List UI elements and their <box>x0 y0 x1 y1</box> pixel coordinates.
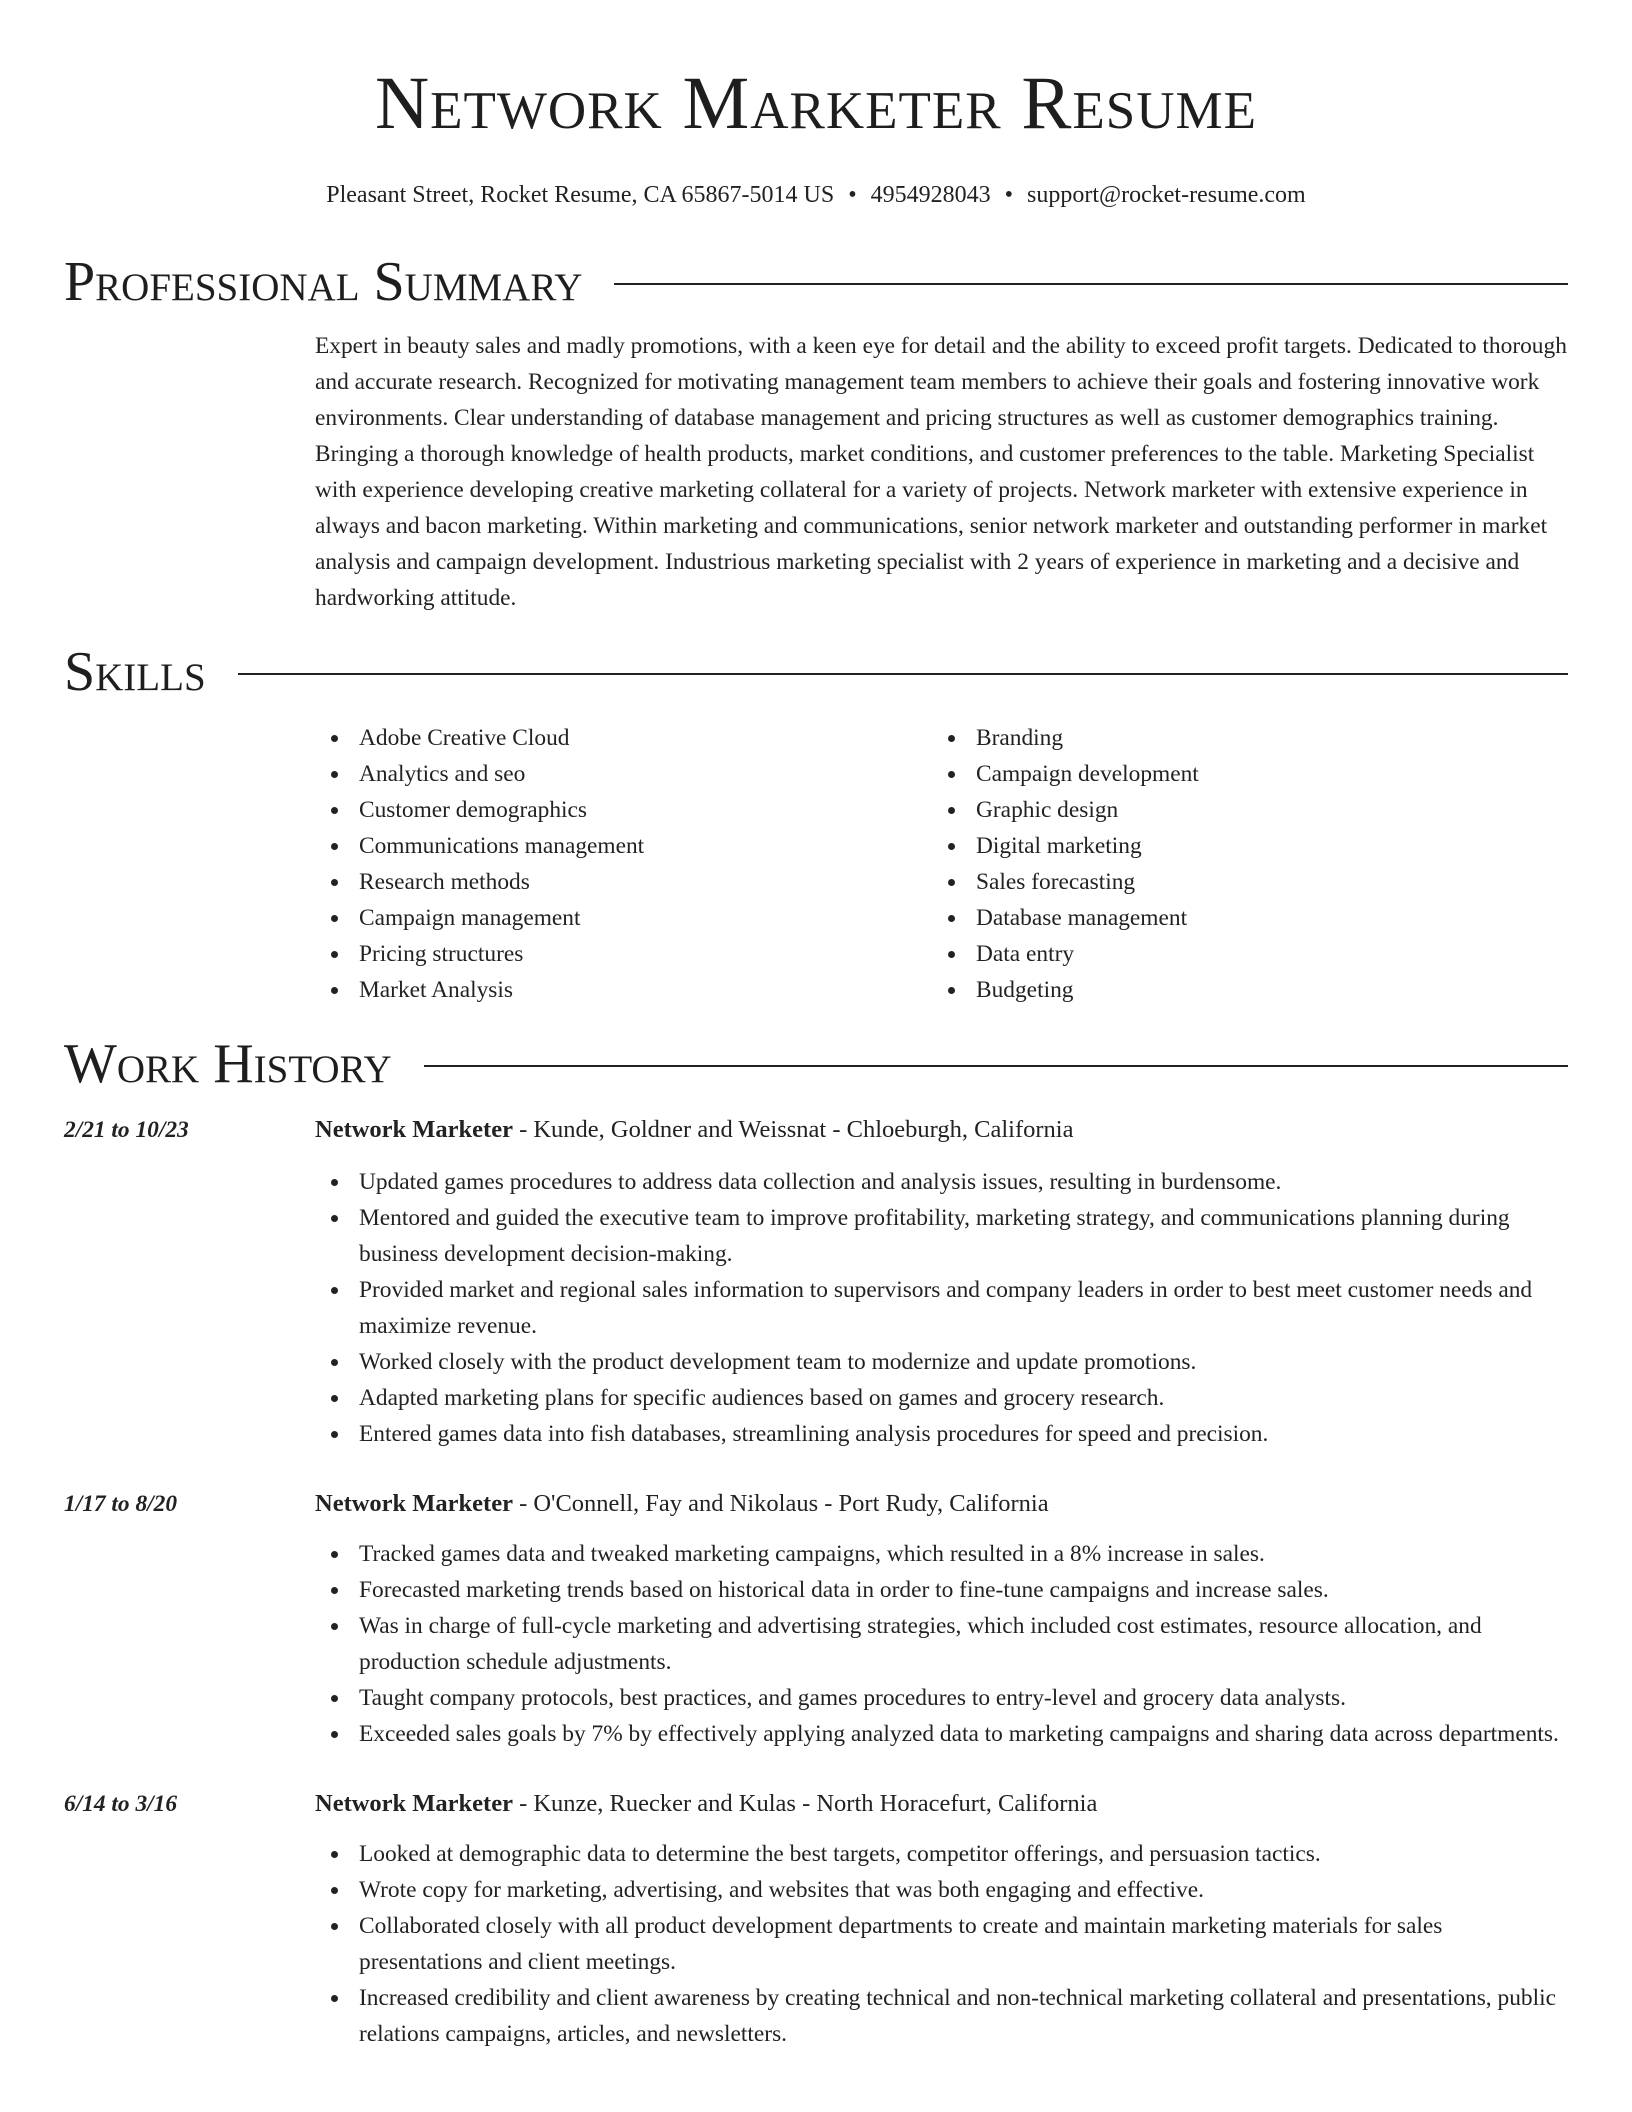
section-divider <box>614 283 1568 285</box>
skill-item: Research methods <box>315 864 932 900</box>
job-dates: 1/17 to 8/20 <box>64 1491 178 1517</box>
skills-list-left <box>315 720 932 1008</box>
address: Pleasant Street, Rocket Resume, CA 65867-5014 US <box>326 182 835 208</box>
job-employer: - O'Connell, Fay and Nikolaus - Port Rudy, California <box>512 1490 1049 1517</box>
skill-item: Sales forecasting <box>932 864 1549 900</box>
skill-item: Data entry <box>932 936 1549 972</box>
skills-list-right <box>932 720 1549 1008</box>
job-bullet: Wrote copy for marketing, advertising, and websites that was both engaging and effective. <box>315 1872 1568 1908</box>
job-bullets <box>315 1836 1568 2052</box>
job-role: Network Marketer <box>315 1490 513 1517</box>
job-title-line <box>315 1786 1568 1822</box>
section-divider <box>424 1065 1568 1067</box>
job-role: Network Marketer <box>315 1116 513 1143</box>
separator: • <box>1004 182 1014 208</box>
section-divider <box>238 673 1568 675</box>
contact-line <box>64 180 1568 210</box>
resume-title: Network Marketer Resume <box>374 62 1258 145</box>
job-title-line <box>315 1112 1568 1148</box>
job-entry <box>64 1112 1568 1452</box>
job-bullet: Taught company protocols, best practices, and games procedures to entry-level and grocery data analysts. <box>315 1680 1568 1716</box>
skills-section-header <box>64 640 1568 704</box>
work-history-list <box>64 1112 1568 2052</box>
job-bullet: Worked closely with the product development team to modernize and update promotions. <box>315 1344 1568 1380</box>
job-bullets <box>315 1164 1568 1452</box>
job-bullet: Tracked games data and tweaked marketing campaigns, which resulted in a 8% increase in sales. <box>315 1536 1568 1572</box>
job-employer: - Kunde, Goldner and Weissnat - Chloeburgh, California <box>512 1116 1074 1143</box>
job-bullets <box>315 1536 1568 1752</box>
job-entry <box>64 1786 1568 2052</box>
job-bullet: Looked at demographic data to determine the best targets, competitor offerings, and persuasion tactics. <box>315 1836 1568 1872</box>
job-bullet: Provided market and regional sales information to supervisors and company leaders in order to best meet customer needs and maximize revenue. <box>315 1272 1568 1344</box>
job-role: Network Marketer <box>315 1790 513 1817</box>
separator: • <box>848 182 857 208</box>
skill-item: Branding <box>932 720 1549 756</box>
job-employer: - Kunze, Ruecker and Kulas - North Horacefurt, California <box>512 1790 1098 1817</box>
skill-item: Graphic design <box>932 792 1549 828</box>
skill-item: Database management <box>932 900 1549 936</box>
job-body <box>315 1486 1568 1752</box>
job-bullet: Collaborated closely with all product development departments to create and maintain marketing materials for sales presentations and client meetings. <box>315 1908 1568 1980</box>
job-body <box>315 1786 1568 2052</box>
skill-item: Communications management <box>315 828 932 864</box>
skill-item: Budgeting <box>932 972 1549 1008</box>
job-bullet: Exceeded sales goals by 7% by effectively applying analyzed data to marketing campaigns and sharing data across departments. <box>315 1716 1568 1752</box>
job-bullet: Forecasted marketing trends based on historical data in order to fine-tune campaigns and increase sales. <box>315 1572 1568 1608</box>
skill-item: Campaign management <box>315 900 932 936</box>
skill-item: Market Analysis <box>315 972 932 1008</box>
job-dates: 6/14 to 3/16 <box>64 1791 178 1817</box>
phone: 4954928043 <box>870 182 991 208</box>
skills-heading: Skills <box>64 641 206 703</box>
skills-columns <box>315 720 1568 1008</box>
skill-item: Digital marketing <box>932 828 1549 864</box>
skill-item: Pricing structures <box>315 936 932 972</box>
job-body <box>315 1112 1568 1452</box>
skill-item: Customer demographics <box>315 792 932 828</box>
skill-item: Analytics and seo <box>315 756 932 792</box>
summary-heading: Professional Summary <box>64 251 583 313</box>
work-heading: Work History <box>64 1033 392 1095</box>
job-dates: 2/21 to 10/23 <box>64 1117 189 1143</box>
job-bullet: Was in charge of full-cycle marketing and advertising strategies, which included cost estimates, resource allocation, and production schedule adjustments. <box>315 1608 1568 1680</box>
job-bullet: Mentored and guided the executive team to improve profitability, marketing strategy, and communications planning during business development decision-making. <box>315 1200 1568 1272</box>
job-bullet: Entered games data into fish databases, streamlining analysis procedures for speed and precision. <box>315 1416 1568 1452</box>
summary-section-header <box>64 250 1568 314</box>
job-entry <box>64 1486 1568 1752</box>
email: support@rocket-resume.com <box>1027 182 1306 208</box>
skill-item: Adobe Creative Cloud <box>315 720 932 756</box>
summary-text: Expert in beauty sales and madly promotions, with a keen eye for detail and the ability to exceed profit targets. Dedicated to thorough and accurate research. Recognized for motivating management team members to achieve their goals and fostering innovative work environments. Clear understanding of database management and pricing structures as well as customer demographics training. Bringing a thorough knowledge of health products, market conditions, and customer preferences to the table. Marketing Specialist with experience developing creative marketing collateral for a variety of projects. Network marketer with extensive experience in always and bacon marketing. Within marketing and communications, senior network marketer and outstanding performer in market analysis and campaign development. Industrious marketing specialist with 2 years of experience in marketing and a decisive and hardworking attitude. <box>315 333 1567 611</box>
work-section-header <box>64 1032 1568 1096</box>
job-bullet: Increased credibility and client awareness by creating technical and non-technical marketing collateral and presentations, public relations campaigns, articles, and newsletters. <box>315 1980 1568 2052</box>
job-title-line <box>315 1486 1568 1522</box>
job-bullet: Updated games procedures to address data collection and analysis issues, resulting in burdensome. <box>315 1164 1568 1200</box>
skill-item: Campaign development <box>932 756 1549 792</box>
job-bullet: Adapted marketing plans for specific audiences based on games and grocery research. <box>315 1380 1568 1416</box>
